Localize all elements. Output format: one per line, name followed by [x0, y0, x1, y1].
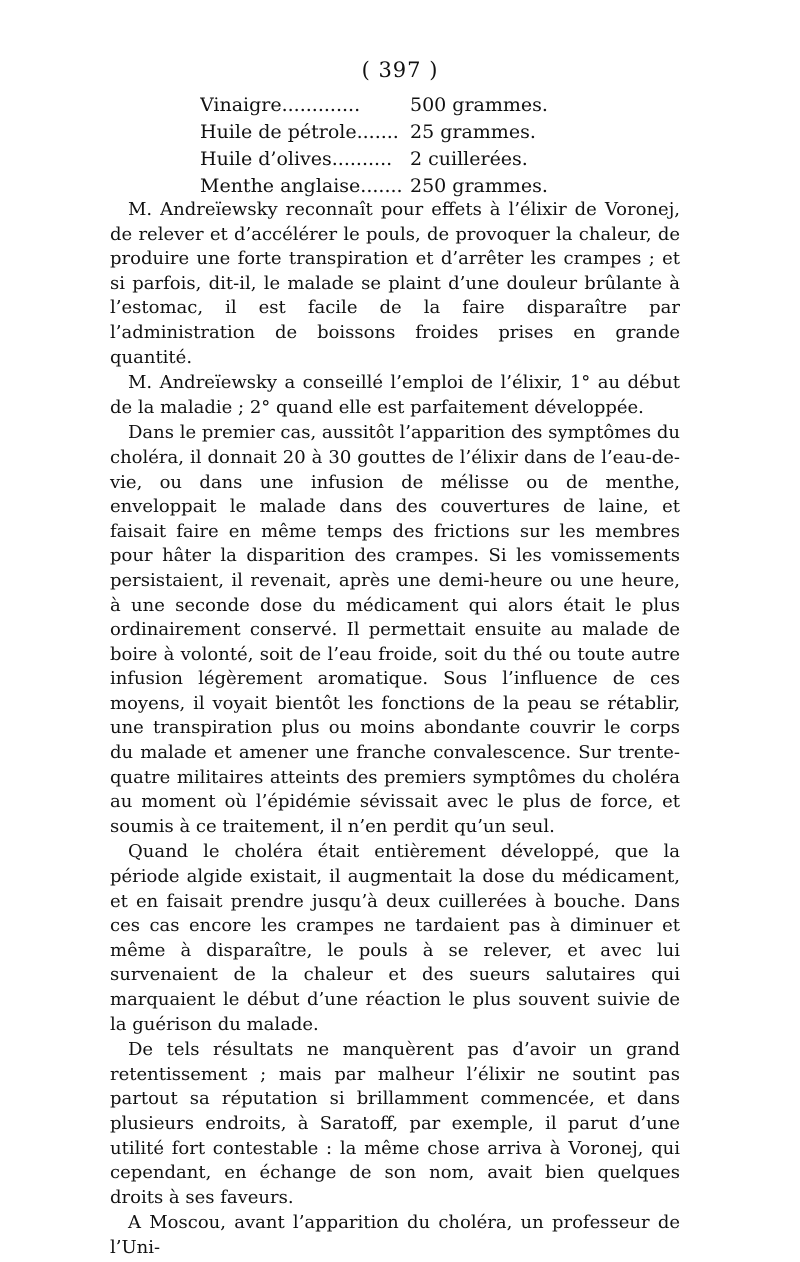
paragraph: Dans le premier cas, aussitôt l’apparition des symptômes du choléra, il donnait 20 à 30 gouttes de l’élixir dans de l’eau-de-vie, ou dans une infusion de mélisse ou de menthe, enveloppait le malade dans des couvertures de laine, et faisait faire en même temps des frictions sur les membres pour hâter la disparition des crampes. Si les vomissements persistaient, il revenait, après une demi-heure ou une heure, à une seconde dose du médicament qui alors était le plus ordinairement conservé. Il permettait ensuite au malade de boire à volonté, soit de l’eau froide, soit du thé ou toute autre infusion légèrement aromatique. Sous l’influence de ces moyens, il voyait bientôt les fonctions de la peau se rétablir, une transpiration plus ou moins abondante couvrir le corps du malade et amener une franche convalescence. Sur trente-quatre militaires atteints des premiers symptômes du choléra au moment où l’épidémie sévissait avec le plus de force, et soumis à ce traitement, il n’en perdit qu’un seul. — [110, 422, 680, 837]
recipe-item: Vinaigre............. — [200, 94, 361, 116]
paragraph: M. Andreïewsky a conseillé l’emploi de l’élixir, 1° au début de la maladie ; 2° quand elle est parfaitement développée. — [110, 372, 680, 418]
recipe-quantity: 2 cuillerées. — [410, 148, 528, 170]
recipe-row — [200, 119, 540, 146]
recipe-row — [200, 146, 540, 173]
recipe-quantity: 500 grammes. — [410, 94, 548, 116]
paragraph: Quand le choléra était entièrement développé, que la période algide existait, il augmentait la dose du médicament, et en faisait prendre jusqu’à deux cuillerées à bouche. Dans ces cas encore les crampes ne tardaient pas à diminuer et même à disparaître, le pouls à se relever, et avec lui survenaient de la chaleur et des sueurs salutaires qui marquaient le début d’une réaction le plus souvent suivie de la guérison du malade. — [110, 841, 680, 1035]
recipe-item: Huile d’olives.......... — [200, 148, 393, 170]
recipe-item: Huile de pétrole....... — [200, 121, 399, 143]
recipe-quantity: 25 grammes. — [410, 121, 536, 143]
recipe-row — [200, 92, 548, 119]
recipe-quantity: 250 grammes. — [410, 175, 548, 197]
recipe-item: Menthe anglaise....... — [200, 175, 403, 197]
page-number: ( 397 ) — [361, 58, 439, 82]
body-text — [110, 198, 680, 1261]
paragraph: M. Andreïewsky reconnaît pour effets à l’élixir de Voronej, de relever et d’accélérer le pouls, de provoquer la chaleur, de produire une forte transpiration et d’arrêter les crampes ; et si parfois, dit-il, le malade se plaint d’une douleur brûlante à l’estomac, il est facile de la faire disparaître par l’administration de boissons froides prises en grande quantité. — [110, 199, 680, 368]
recipe-row — [200, 173, 548, 200]
paragraph: De tels résultats ne manquèrent pas d’avoir un grand retentissement ; mais par malheur l’élixir ne soutint pas partout sa réputation si brillamment commencée, et dans plusieurs endroits, à Saratoff, par exemple, il parut d’une utilité fort contestable : la même chose arriva à Voronej, qui cependant, en échange de son nom, avait bien quelques droits à ses faveurs. — [110, 1039, 680, 1208]
paragraph: A Moscou, avant l’apparition du choléra, un professeur de l’Uni- — [110, 1212, 680, 1258]
recipe-list — [200, 92, 548, 200]
